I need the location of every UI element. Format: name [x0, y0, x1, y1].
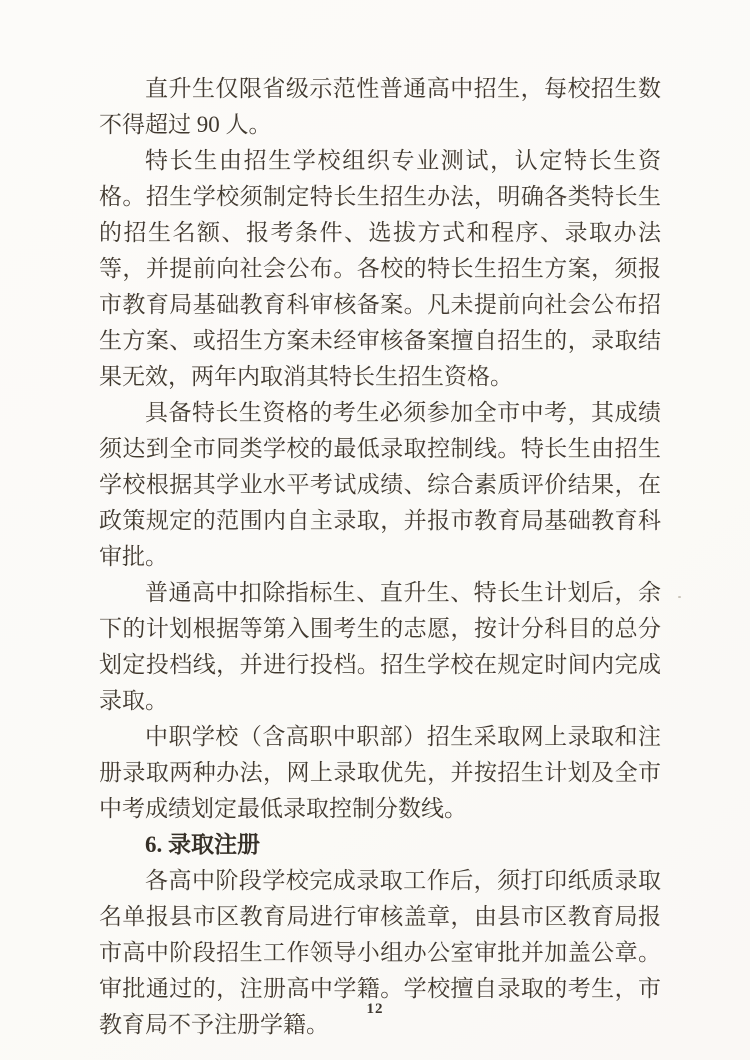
paragraph-direct-promotion-quota: 直升生仅限省级示范性普通高中招生，每校招生数不得超过 90 人。 — [99, 76, 661, 137]
document-body — [99, 71, 661, 1043]
scan-speck — [678, 596, 681, 598]
paragraph-vocational-school-admission: 中职学校（含高职中职部）招生采取网上录取和注册录取两种办法，网上录取优先，并按招生计划及全市中考成绩划定最低录取控制分数线。 — [99, 724, 661, 821]
paragraph-regular-high-school-admission: 普通高中扣除指标生、直升生、特长生计划后，余下的计划根据等第入围考生的志愿，按计分科目的总分划定投档线，并进行投档。招生学校在规定时间内完成录取。 — [99, 580, 661, 713]
paragraph-special-talent-recruitment: 特长生由招生学校组织专业测试，认定特长生资格。招生学校须制定特长生招生办法，明确各类特长生的招生名额、报考条件、选拔方式和程序、录取办法等，并提前向社会公布。各校的特长生招生方案，须报市教育局基础教育科审核备案。凡未提前向社会公布招生方案、或招生方案未经审核备案擅自招生的，录取结果无效，两年内取消其特长生招生资格。 — [99, 148, 661, 389]
paragraph-special-talent-exam-requirement: 具备特长生资格的考生必须参加全市中考，其成绩须达到全市同类学校的最低录取控制线。特长生由招生学校根据其学业水平考试成绩、综合素质评价结果，在政策规定的范围内自主录取，并报市教育局基础教育科审批。 — [99, 400, 661, 569]
page-number: 12 — [366, 1001, 384, 1017]
paragraph-registration-procedure: 各高中阶段学校完成录取工作后，须打印纸质录取名单报县市区教育局进行审核盖章，由县市区教育局报市高中阶段招生工作领导小组办公室审批并加盖公章。审批通过的，注册高中学籍。学校擅自录取的考生，市教育局不予注册学籍。 — [99, 868, 661, 1037]
section-heading-enrollment-registration: 6. 录取注册 — [145, 832, 260, 857]
